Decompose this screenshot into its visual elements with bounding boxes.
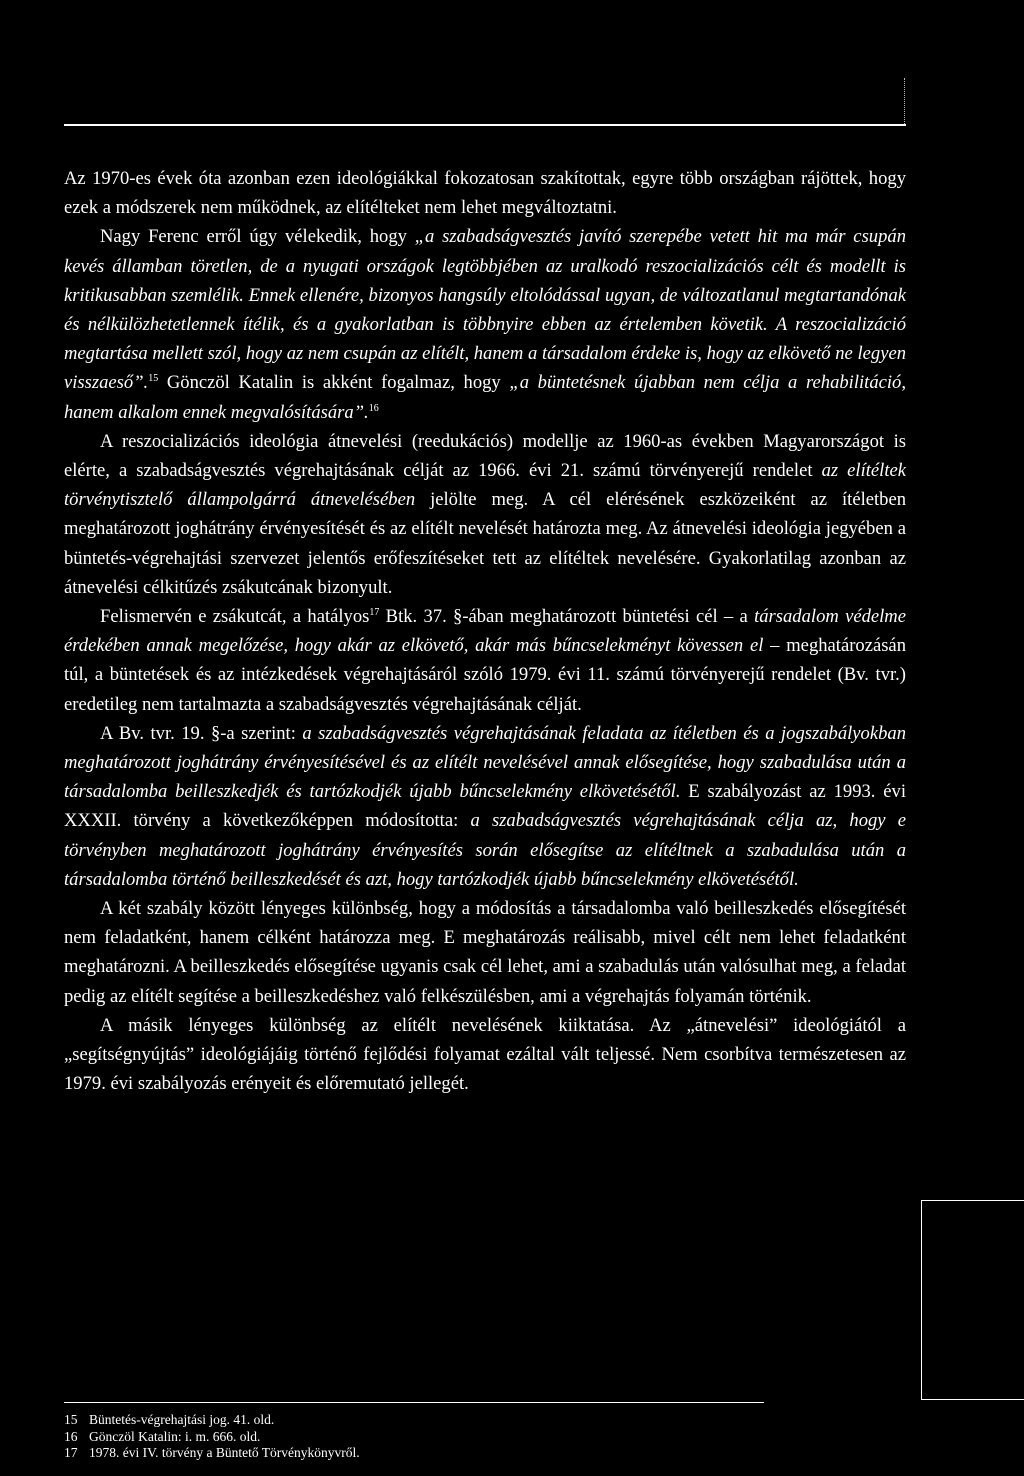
corner-mark <box>904 78 905 124</box>
paragraph <box>64 222 906 426</box>
footnote-text: 1978. évi IV. törvény a Büntető Törvénykönyvről. <box>89 1445 360 1460</box>
quote-text: a szabadságvesztés végrehajtásának feladata az ítéletben és a jogszabályokban meghatározott joghátrány érvényesítésével és az elítélt nevelésével annak elősegítése, hogy szabadulása után a társadalomba beilleszkedjék és tartózkodjék újabb bűncselekmény elkövetésétől. <box>64 722 907 803</box>
text-segment: A két szabály között lényeges különbség, hogy a módosítás a társadalomba való beilleszkedés elősegítését nem feladatként, hanem célként határozza meg. E meghatározás reálisabb, mivel célt nem lehet feladatként meghatározni. A beilleszkedés elősegítése ugyanis csak cél lehet, ami a szabadulás után valósulhat meg, a feladat pedig az elítélt segítése a beilleszkedéshez való felkészülésben, ami a végrehajtás folyamán történik. <box>64 898 906 1007</box>
footnote-number: 16 <box>64 1428 78 1444</box>
text-segment: Az 1970-es évek óta azonban ezen ideológiákkal fokozatosan szakítottak, egyre több országban rájöttek, hogy ezek a módszerek nem működnek, az elítélteket nem lehet megváltoztatni. <box>64 168 906 219</box>
paragraph <box>64 1011 906 1099</box>
paragraph <box>64 894 906 1011</box>
footnotes <box>64 1412 906 1462</box>
paragraph <box>64 602 906 719</box>
footnote-rule <box>64 1402 764 1403</box>
text-segment: Gönczöl Katalin is akként fogalmaz, hogy <box>158 372 510 394</box>
footnote-ref: 16 <box>368 402 379 414</box>
footnote <box>64 1445 906 1462</box>
footnote <box>64 1429 906 1446</box>
text-segment: Felismervén e zsákutcát, a hatályos <box>100 606 370 628</box>
text-segment: – meghatározásán túl, a büntetések és az intézkedések végrehajtásáról szóló 1979. évi 11. számú törvényerejű rendelet (Bv. tvr.) eredetileg nem tartalmazta a szabadságvesztés végrehajtásának célját. <box>64 635 906 715</box>
footnote-number: 15 <box>64 1412 78 1427</box>
footnote-ref: 17 <box>369 607 380 619</box>
footnote-ref: 15 <box>148 373 159 385</box>
text-segment: A Bv. tvr. 19. §-a szerint: <box>100 722 303 744</box>
footnote-text: Büntetés-végrehajtási jog. 41. old. <box>89 1412 275 1427</box>
text-segment: A másik lényeges különbség az elítélt nevelésének kiiktatása. Az „átnevelési” ideológiától a „segítségnyújtás” ideológiájáig történő fejlődési folyamat ezáltal vált teljessé. Nem csorbítva természetesen az 1979. évi szabályozás erényeit és előremutató jellegét. <box>64 1014 906 1095</box>
quote-text: társadalom védelme érdekében annak megelőzése, hogy akár az elkövető, akár más bűncselekményt kövessen el <box>64 606 906 657</box>
paragraph <box>64 427 906 602</box>
margin-box <box>921 1200 1024 1400</box>
header-rule <box>64 124 906 126</box>
text-segment: Nagy Ferenc erről úgy vélekedik, hogy <box>100 226 415 248</box>
text-segment: jelölte meg. A cél elérésének eszközeiként az ítéletben meghatározott joghátrány érvényesítését és az elítélt nevelését határozta meg. Az átnevelési ideológia jegyében a büntetés-végrehajtási szervezet jelentős erőfeszítéseket tett az elítéltek nevelésére. Gyakorlatilag azonban az átnevelési célkitűzés zsákutcának bizonyult. <box>64 489 907 598</box>
text-segment: A reszocializációs ideológia átnevelési (reedukációs) modellje az 1960-as években Magyarországot is elérte, a szabadságvesztés végrehajtásának célját az 1966. évi 21. számú törvényerejű rendelet <box>64 430 906 482</box>
footnote <box>64 1412 906 1429</box>
quote-text: az elítéltek törvénytisztelő állampolgárrá átnevelésében <box>64 460 906 511</box>
body-text <box>64 164 906 1099</box>
paragraph <box>64 164 906 222</box>
text-segment: Btk. 37. §-ában meghatározott büntetési cél – a <box>379 606 755 628</box>
quote-text: „a büntetésnek újabban nem célja a rehabilitáció, hanem alkalom ennek megvalósítására”. <box>64 372 906 423</box>
text-segment: E szabályozást az 1993. évi XXXII. törvény a következőképpen módosította: <box>64 781 906 832</box>
footnote-text: Gönczöl Katalin: i. m. 666. old. <box>89 1428 261 1444</box>
quote-text: a szabadságvesztés végrehajtásának célja az, hogy e törvényben meghatározott joghátrány érvényesítés során elősegítse az elítéltnek a szabadulása után a társadalomba történő beilleszkedését és azt, hogy tartózkodjék újabb bűncselekmény elkövetésétől. <box>64 810 906 890</box>
footnote-number: 17 <box>64 1445 78 1460</box>
quote-text: „a szabadságvesztés javító szerepébe vetett hit ma már csupán kevés államban töretlen, de a nyugati országok legtöbbjében az uralkodó reszocializációs célt és modellt is kritikusabban szemlélik. Ennek ellenére, bizonyos hangsúly eltolódással ugyan, de változatlanul megtartandónak és nélkülözhetetlennek ítélik, és a gyakorlatban is többnyire ebben az értelemben követik. A reszocializáció megtartása mellett szól, hogy az nem csupán az elítélt, hanem a társadalom érdeke is, hogy az elkövető ne legyen visszaeső”. <box>64 226 906 394</box>
paragraph <box>64 719 906 894</box>
